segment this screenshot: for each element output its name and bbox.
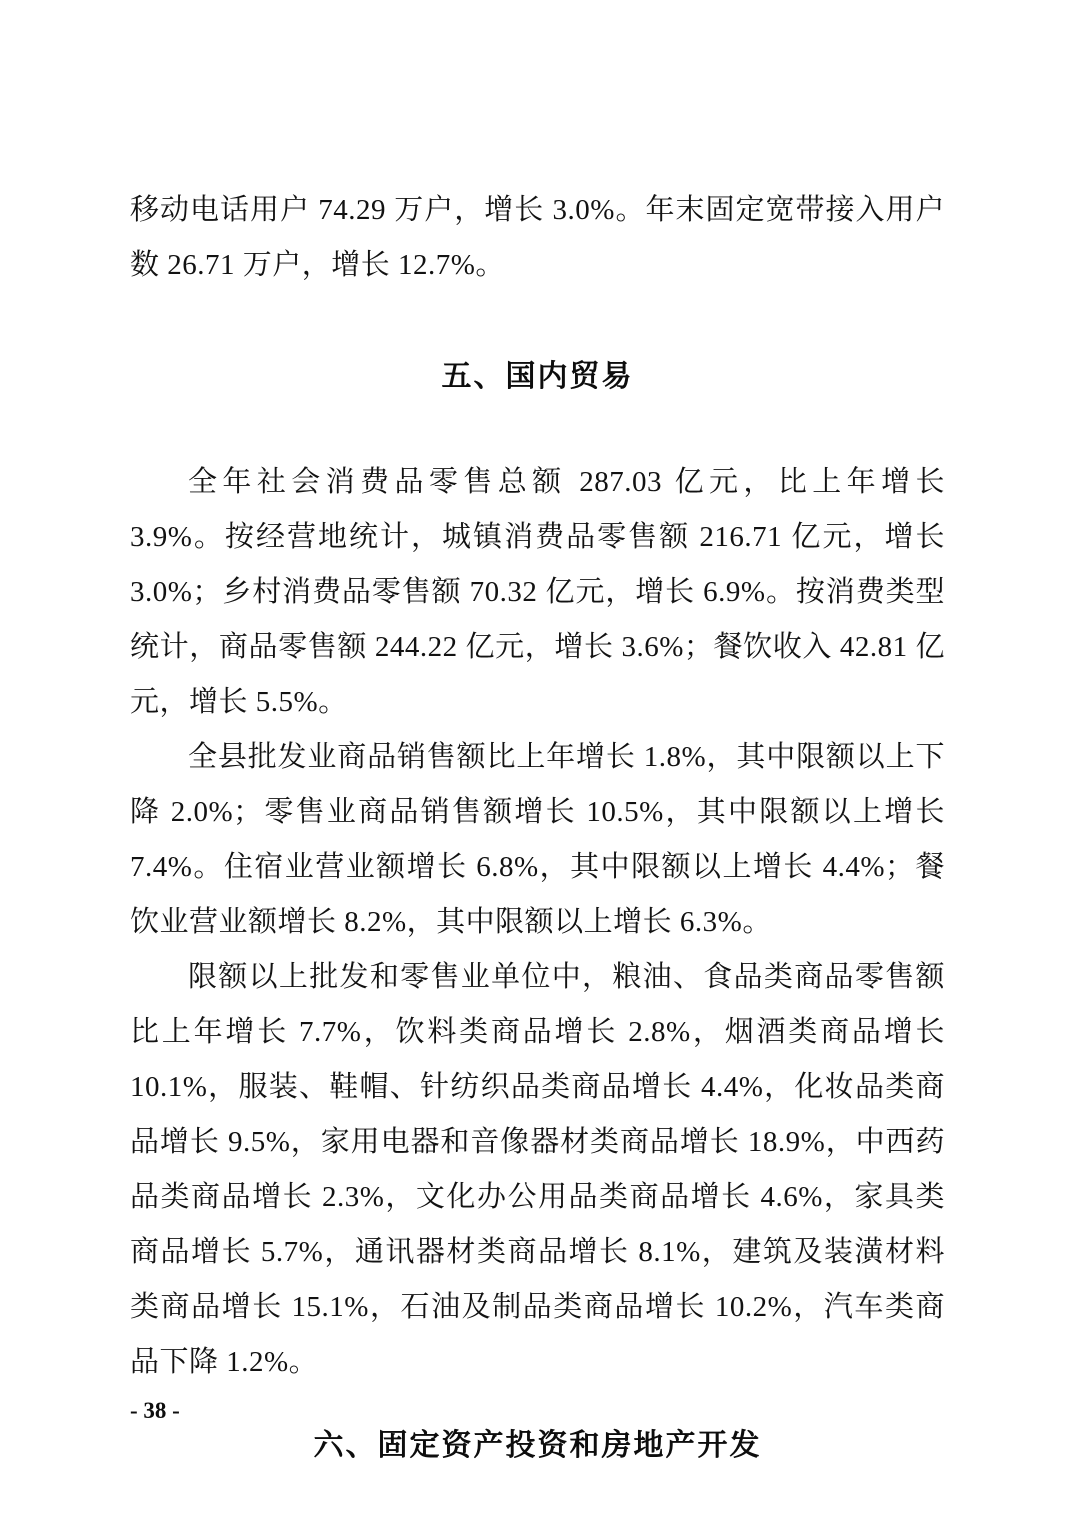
- section-heading-fixed-investment-realestate: 六、固定资产投资和房地产开发: [313, 1429, 762, 1462]
- page-number: - 38 -: [130, 1398, 180, 1423]
- section-heading-domestic-trade: 五、国内贸易: [441, 360, 634, 393]
- paragraph-retail-sales-total: 全年社会消费品零售总额 287.03 亿元，比上年增长 3.9%。按经营地统计，城镇消费品零售额 216.71 亿元，增长 3.0%；乡村消费品零售额 70.32 亿元，增长 6.9%。按消费类型统计，商品零售额 244.22 亿元，增长 3.6%；餐饮收入 42.81 亿元，增长 5.5%。: [130, 466, 945, 718]
- paragraph-wholesale-retail-lodging-catering: 全县批发业商品销售额比上年增长 1.8%，其中限额以上下降 2.0%；零售业商品销售额增长 10.5%，其中限额以上增长 7.4%。住宿业营业额增长 6.8%，其中限额以上增长 4.4%；餐饮业营业额增长 8.2%，其中限额以上增长 6.3%。: [130, 741, 945, 938]
- paragraph-commodity-categories-growth: 限额以上批发和零售业单位中，粮油、食品类商品零售额比上年增长 7.7%，饮料类商品增长 2.8%，烟酒类商品增长 10.1%，服装、鞋帽、针纺织品类商品增长 4.4%，化妆品类商品增长 9.5%，家用电器和音像器材类商品增长 18.9%，中西药品类商品增长 2.3%，文化办公用品类商品增长 4.6%，家具类商品增长 5.7%，通讯器材类商品增长 8.1%，建筑及装潢材料类商品增长 15.1%，石油及制品类商品增长 10.2%，汽车类商品下降 1.2%。: [130, 961, 945, 1378]
- paragraph-telecom-users-continued: 移动电话用户 74.29 万户，增长 3.0%。年末固定宽带接入用户数 26.71 万户，增长 12.7%。: [130, 194, 945, 281]
